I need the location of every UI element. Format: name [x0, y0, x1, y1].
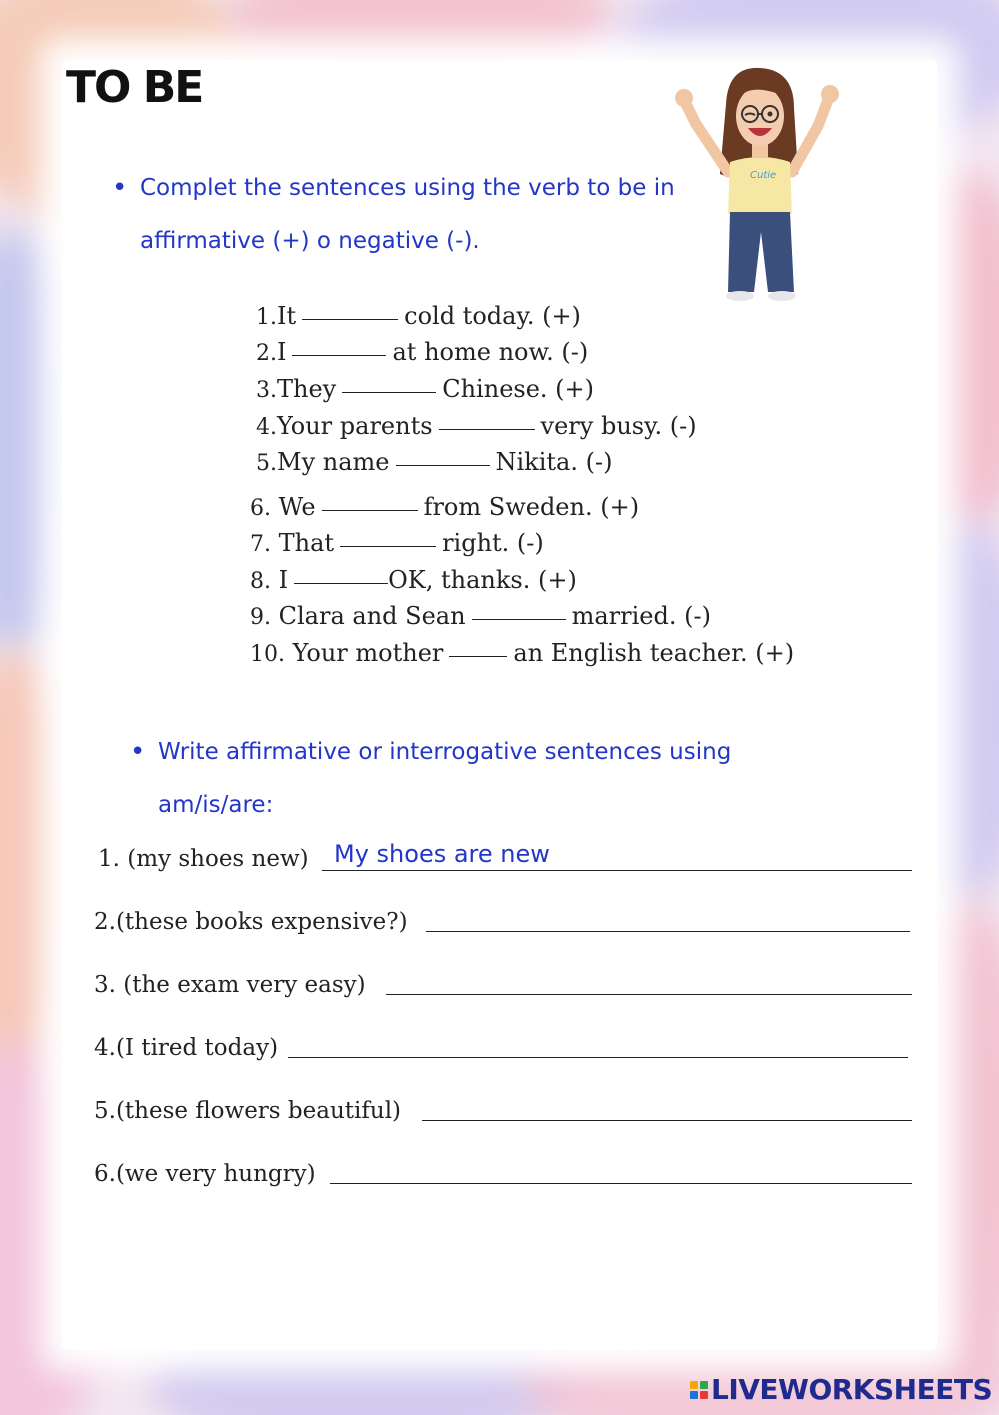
answer-blank[interactable]	[322, 509, 418, 511]
item-prompt: (I tired today)	[115, 1035, 279, 1061]
exercise1-item	[256, 302, 581, 330]
logo-text: LIVEWORKSHEETS	[711, 1373, 993, 1406]
item-text-before: Your mother	[292, 639, 444, 667]
item-text-after: very busy. (-)	[540, 412, 697, 440]
exercise2-instructions	[130, 726, 858, 832]
item-number: 2.	[94, 909, 116, 935]
exercise1-item	[250, 602, 711, 630]
answer-line[interactable]	[330, 1183, 912, 1184]
item-number: 1.	[98, 846, 120, 872]
item-prompt: (the exam very easy)	[123, 972, 366, 998]
item-number: 6.	[250, 496, 271, 521]
item-text-after: at home now. (-)	[392, 338, 589, 366]
answer-blank[interactable]	[294, 582, 388, 584]
answer-line[interactable]	[426, 931, 910, 932]
item-number: 10.	[250, 642, 285, 667]
answer-text[interactable]: My shoes are new	[334, 840, 550, 868]
answer-blank[interactable]	[302, 318, 398, 320]
answer-blank[interactable]	[342, 391, 436, 393]
item-text-before: We	[278, 493, 316, 521]
item-number: 9.	[250, 605, 271, 630]
answer-line[interactable]	[386, 994, 912, 995]
item-text-before: Your parents	[277, 412, 433, 440]
answer-blank[interactable]	[292, 354, 386, 356]
item-text-after: right. (-)	[442, 529, 544, 557]
exercise1-instruction-line1: Complet the sentences using the verb to be in	[140, 175, 675, 201]
exercise1-item	[250, 566, 577, 594]
item-text-after: Chinese. (+)	[442, 375, 595, 403]
exercise1-instruction-line2: affirmative (+) o negative (-).	[140, 228, 480, 254]
item-text-before: My name	[277, 448, 390, 476]
item-text-after: from Sweden. (+)	[423, 493, 640, 521]
item-text-before: I	[277, 338, 287, 366]
item-text-after: OK, thanks. (+)	[388, 566, 577, 594]
item-text-after: Nikita. (-)	[495, 448, 613, 476]
item-text-before: Clara and Sean	[278, 602, 466, 630]
liveworksheets-logo-icon	[690, 1381, 708, 1399]
exercise1-instructions	[112, 162, 750, 268]
exercise1-item	[256, 412, 697, 440]
answer-blank[interactable]	[396, 464, 490, 466]
item-number: 8.	[250, 569, 271, 594]
item-prompt: (these flowers beautiful)	[115, 1098, 402, 1124]
exercise2-prompt	[94, 1035, 278, 1061]
item-text-after: an English teacher. (+)	[513, 639, 795, 667]
exercise2-prompt	[94, 972, 366, 998]
exercise1-item	[256, 375, 594, 403]
exercise2-instruction-line2: am/is/are:	[158, 792, 274, 818]
item-prompt: (we very hungry)	[115, 1161, 316, 1187]
exercise1-item	[256, 448, 612, 476]
exercise2-prompt	[94, 1098, 401, 1124]
exercise1-item	[256, 338, 588, 366]
answer-blank[interactable]	[472, 618, 566, 620]
item-text-before: That	[278, 529, 335, 557]
item-text-before: They	[277, 375, 337, 403]
item-prompt: (these books expensive?)	[115, 909, 408, 935]
liveworksheets-logo	[690, 1373, 992, 1406]
item-number: 4.	[256, 415, 277, 440]
bullet-icon: •	[112, 173, 128, 203]
item-number: 1.	[256, 305, 277, 330]
exercise2-prompt	[98, 846, 309, 872]
item-text-after: married. (-)	[571, 602, 711, 630]
item-text-before: It	[277, 302, 297, 330]
item-number: 7.	[250, 532, 271, 557]
answer-blank[interactable]	[439, 428, 535, 430]
answer-blank[interactable]	[340, 545, 436, 547]
answer-blank[interactable]	[449, 655, 507, 657]
item-text-after: cold today. (+)	[404, 302, 581, 330]
item-number: 5.	[94, 1098, 116, 1124]
exercise2-prompt	[94, 1161, 316, 1187]
exercise1-item	[250, 529, 544, 557]
page-title: TO BE	[66, 62, 203, 113]
item-text-before: I	[278, 566, 289, 594]
item-number: 3.	[94, 972, 116, 998]
item-number: 5.	[256, 451, 277, 476]
answer-line[interactable]	[322, 870, 912, 871]
answer-line[interactable]	[288, 1057, 908, 1058]
item-number: 4.	[94, 1035, 116, 1061]
exercise2-instruction-line1: Write affirmative or interrogative sentences using	[158, 739, 732, 765]
answer-line[interactable]	[422, 1120, 912, 1121]
item-number: 6.	[94, 1161, 116, 1187]
avatar-shirt-text: Cutie	[750, 170, 777, 181]
exercise2-prompt	[94, 909, 408, 935]
item-prompt: (my shoes new)	[127, 846, 309, 872]
item-number: 2.	[256, 341, 277, 366]
bullet-icon: •	[130, 737, 146, 767]
exercise1-item	[250, 639, 794, 667]
item-number: 3.	[256, 378, 277, 403]
exercise1-item	[250, 493, 639, 521]
